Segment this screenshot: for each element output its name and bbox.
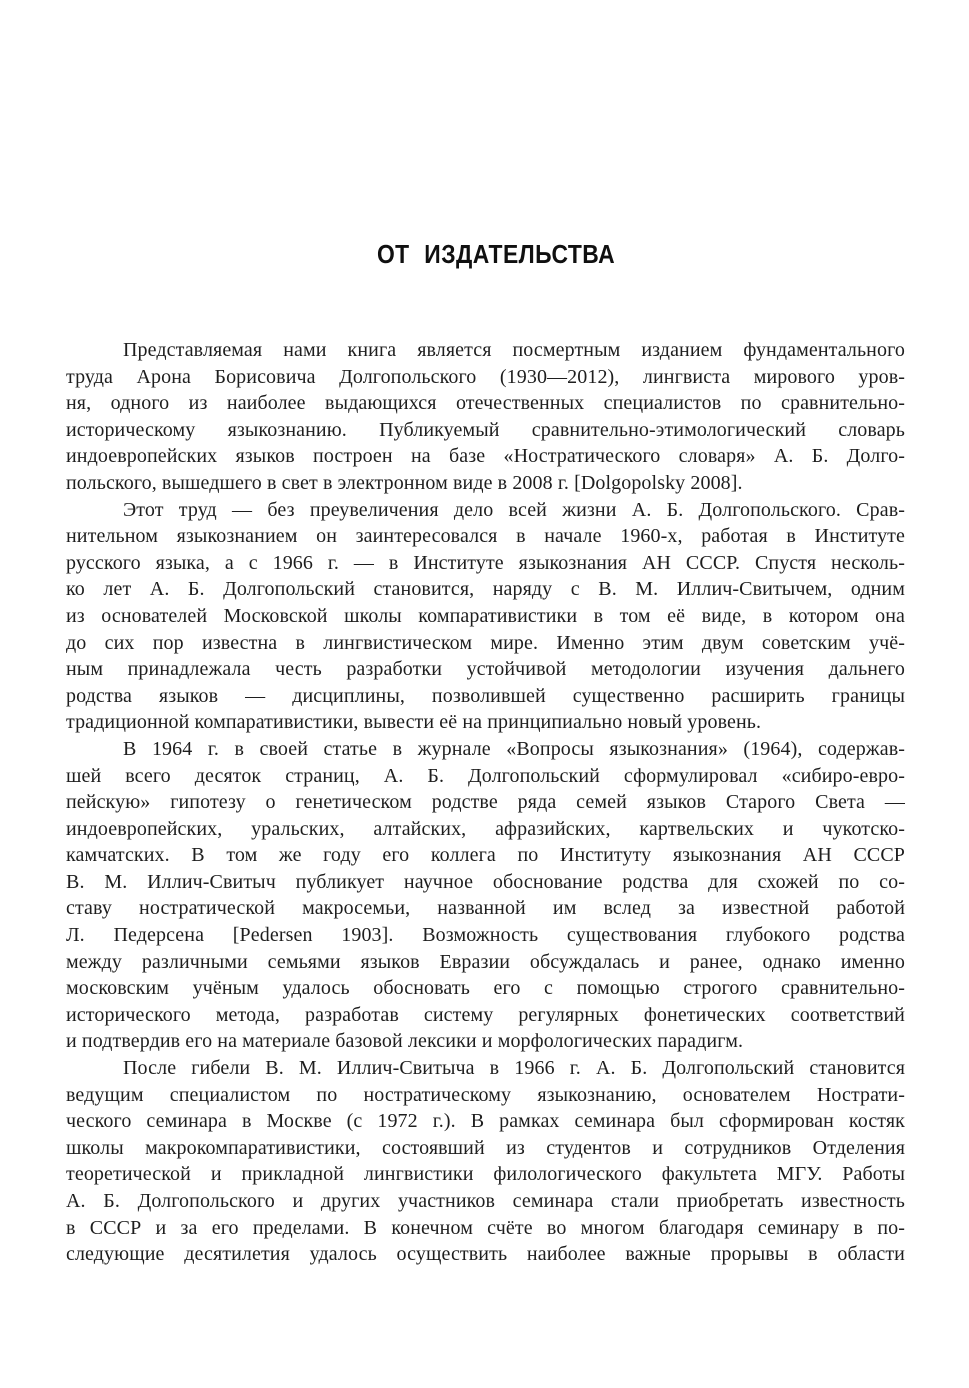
text-line: и подтвердив его на материале базовой лексики и морфологических парадигм. bbox=[66, 1030, 744, 1053]
text-line: пейскую» гипотезу о генетическом родстве ряда семей языков Старого Света — bbox=[66, 791, 905, 814]
text-line: в СССР и за его пределами. В конечном счёте во многом благодаря семинару в по- bbox=[66, 1216, 905, 1239]
text-line: следующие десятилетия удалось осуществить наиболее важные прорывы в области bbox=[66, 1243, 905, 1266]
text-line: В. М. Иллич-Свитыч публикует научное обоснование родства для схожей по со- bbox=[66, 870, 905, 893]
text-line: индоевропейских языков построен на базе «Ностратического словаря» А. Б. Долго- bbox=[66, 445, 905, 468]
text-line: нительном языкознанием он заинтересовался в начале 1960-х, работая в Институте bbox=[66, 525, 905, 548]
paragraph bbox=[66, 337, 905, 497]
text-line: историческому языкознанию. Публикуемый сравнительно-этимологический словарь bbox=[66, 418, 905, 441]
text-line: исторического метода, разработав систему регулярных фонетических соответствий bbox=[66, 1003, 905, 1026]
text-line: Л. Педерсена [Pedersen 1903]. Возможность существования глубокого родства bbox=[66, 924, 905, 947]
text-line: московским учёным удалось обосновать его с помощью строгого сравнительно- bbox=[66, 977, 905, 1000]
text-line: В 1964 г. в своей статье в журнале «Вопросы языкознания» (1964), содержав- bbox=[123, 737, 905, 760]
text-line: А. Б. Долгопольского и других участников семинара стали приобретать известность bbox=[66, 1190, 905, 1212]
text-line: между различными семьями языков Евразии обсуждалась и ранее, однако именно bbox=[66, 950, 905, 973]
text-line: ставу ностратической макросемьи, названной им вслед за известной работой bbox=[66, 897, 905, 920]
page-title: ОТ ИЗДАТЕЛЬСТВА bbox=[376, 239, 616, 269]
text-line: теоретической и прикладной лингвистики филологического факультета МГУ. Работы bbox=[66, 1163, 905, 1186]
text-line: Представляемая нами книга является посмертным изданием фундаментального bbox=[123, 339, 905, 361]
text-line: шей всего десяток страниц, А. Б. Долгопольский сформулировал «сибиро-евро- bbox=[66, 764, 905, 787]
text-line: родства языков — дисциплины, позволившей существенно расширить границы bbox=[66, 684, 905, 707]
body-text bbox=[66, 337, 905, 1268]
paragraph bbox=[66, 497, 905, 736]
paragraph bbox=[66, 736, 905, 1055]
text-line: труда Арона Борисовича Долгопольского (1930—2012), лингвиста мирового уров- bbox=[66, 365, 905, 388]
text-line: из основателей Московской школы компаративистики в том её виде, в котором она bbox=[66, 604, 905, 627]
text-line: ческого семинара в Москве (с 1972 г.). В рамках семинара был сформирован костяк bbox=[66, 1110, 905, 1133]
text-line: камчатских. В том же году его коллега по Институту языкознания АН СССР bbox=[66, 844, 905, 867]
text-line: ня, одного из наиболее выдающихся отечественных специалистов по сравнительно- bbox=[66, 392, 905, 415]
text-line: ко лет А. Б. Долгопольский становится, наряду с В. М. Иллич-Свитычем, одним bbox=[66, 578, 905, 601]
text-line: ным принадлежала честь разработки устойчивой методологии изучения дальнего bbox=[66, 658, 905, 681]
text-line: индоевропейских, уральских, алтайских, афразийских, картвельских и чукотско- bbox=[66, 817, 905, 840]
text-line: школы макрокомпаративистики, состоявший из студентов и сотрудников Отделения bbox=[66, 1136, 905, 1159]
text-line: традиционной компаративистики, вывести её на принципиально новый уровень. bbox=[66, 711, 762, 734]
text-line: После гибели В. М. Иллич-Свитыча в 1966 г. А. Б. Долгопольский становится bbox=[123, 1057, 905, 1080]
paragraph bbox=[66, 1055, 905, 1268]
text-line: Этот труд — без преувеличения дело всей жизни А. Б. Долгопольского. Срав- bbox=[123, 498, 905, 521]
text-line: ведущим специалистом по ностратическому языкознанию, основателем Нострати- bbox=[66, 1083, 905, 1106]
text-line: русского языка, а с 1966 г. — в Институте языкознания АН СССР. Спустя несколь- bbox=[66, 551, 905, 574]
text-line: до сих пор известна в лингвистическом мире. Именно этим двум советским учё- bbox=[66, 631, 905, 654]
text-line: польского, вышедшего в свет в электронном виде в 2008 г. [Dolgopolsky 2008]. bbox=[66, 471, 743, 494]
